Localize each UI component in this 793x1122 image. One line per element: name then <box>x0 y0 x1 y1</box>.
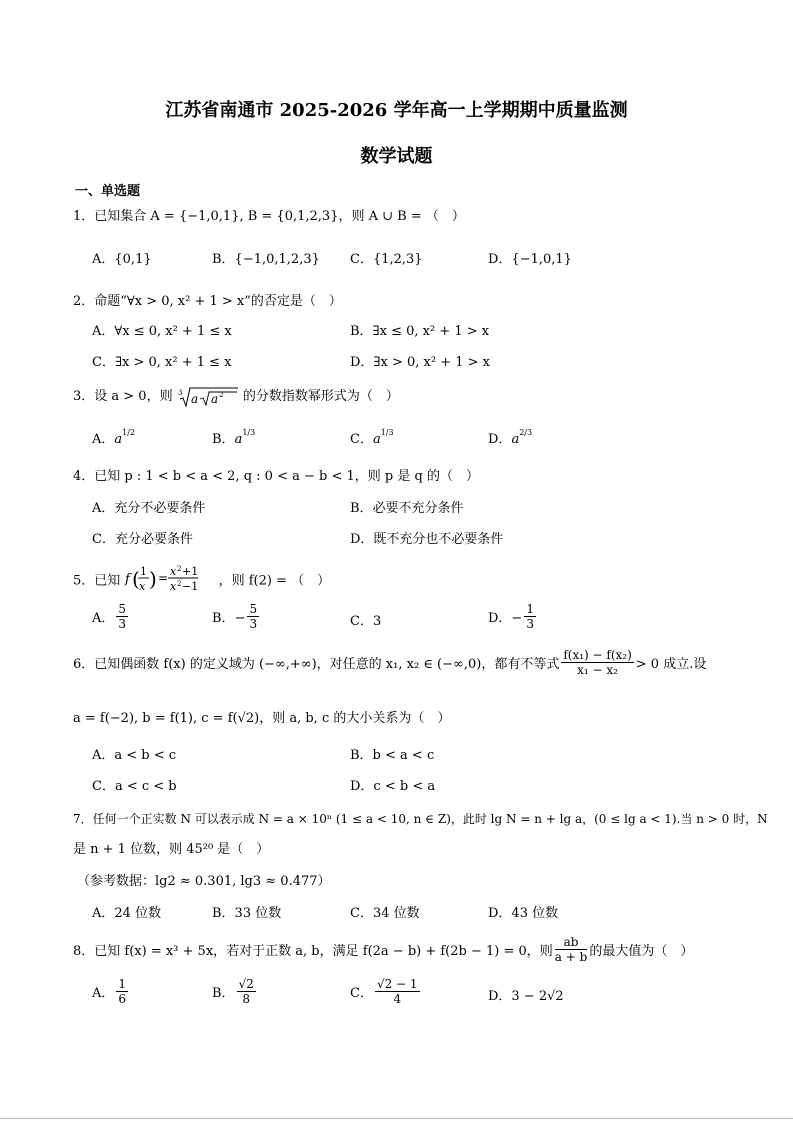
fraction-denominator: 3 <box>526 617 534 631</box>
q7-option-c: C．34 位数 <box>350 906 420 921</box>
q8-option-c-fraction <box>375 977 420 1006</box>
question-1-stem: 1．已知集合 A = {−1,0,1}, B = {0,1,2,3}，则 A ∪ B = （ ） <box>73 209 465 224</box>
q8-option-a: A． $\frac{1}{6}$ <box>92 977 127 1006</box>
svg-text:2: 2 <box>177 580 182 588</box>
fraction-numerator: 5 <box>118 602 127 616</box>
svg-text:3: 3 <box>177 388 183 397</box>
q1-option-b: B．{−1,0,1,2,3} <box>212 252 320 267</box>
q5-option-d: D．− $\frac{1}{3}$ <box>488 602 534 631</box>
q3-option-c: C．$a^{1/3}$ <box>350 428 394 447</box>
q3-suffix: 的分数指数幂形式为（ ） <box>242 389 399 404</box>
question-7-line-1: 7．任何一个正实数 N 可以表示成 N = a × 10ⁿ (1 ≤ a < 10, n ∈ Z)，此时 lg N = n + lg a，(0 ≤ lg a < 1).当 n > 0 时，N <box>73 812 768 826</box>
q8-option-b: B． $\frac{√2}{8}$ <box>212 977 254 1006</box>
svg-text:a: a <box>210 391 218 406</box>
question-6-line-1: 6．已知偶函数 f(x) 的定义域为 (−∞,+∞)，对任意的 x₁, x₂ ∈ (−∞,0)，都有不等式 $\frac{\text{f(x₁) − f(x₂)}}{\text{x₁ − x₂}}$ > 0 成立.设 <box>73 648 707 677</box>
svg-text:x: x <box>170 565 177 578</box>
svg-text:x: x <box>139 580 146 593</box>
q5-option-d-fraction <box>524 602 536 631</box>
svg-text:(: ( <box>132 567 141 591</box>
q4-option-b: B．必要不充分条件 <box>350 501 464 516</box>
svg-text:=: = <box>158 571 169 585</box>
fraction-denominator: 3 <box>249 617 258 631</box>
q8-option-a-fraction <box>116 977 128 1006</box>
q2-option-d: D．∃x > 0, x² + 1 > x <box>350 355 490 370</box>
svg-text:2: 2 <box>218 390 224 399</box>
q8-option-c: C． $\frac{√2 - 1}{4}$ <box>350 977 418 1006</box>
question-5-stem <box>73 563 330 599</box>
fraction-numerator: 1 <box>118 977 127 991</box>
svg-text:): ) <box>149 567 158 591</box>
q3-prefix: 3．设 a > 0，则 <box>73 389 173 404</box>
question-2-stem: 2．命题“∀x > 0, x² + 1 > x”的否定是（ ） <box>73 294 342 309</box>
section-heading: 一、单选题 <box>75 184 141 199</box>
svg-text:2: 2 <box>177 565 182 573</box>
q5-option-b-fraction <box>247 602 259 631</box>
q2-option-c: C．∃x > 0, x² + 1 ≤ x <box>92 355 232 370</box>
q6-option-b: B．b < a < c <box>350 748 435 763</box>
q5-option-c: C．3 <box>350 614 382 629</box>
q5-option-a-fraction <box>116 602 128 631</box>
exam-title: 江苏省南通市 2025-2026 学年高一上学期期中质量监测 <box>165 100 628 121</box>
q6-inequality-fraction: $\frac{\text{f(x₁) − f(x₂)}}{\text{x₁ − x₂}}$ <box>563 648 632 677</box>
q4-option-d: D．既不充分也不必要条件 <box>350 532 504 547</box>
svg-text:+1: +1 <box>182 565 199 578</box>
q3-option-b: B．$a^{1/3}$ <box>212 428 256 447</box>
question-6-line-2: a = f(−2), b = f(1), c = f(√2)，则 a, b, c 的大小关系为（ ） <box>73 711 451 726</box>
q4-option-a: A．充分不必要条件 <box>92 501 206 516</box>
q3-option-a: A．$a^{1/2}$ <box>92 428 136 447</box>
q5-option-a: A． $\frac{5}{3}$ <box>92 602 127 631</box>
radical-icon <box>177 386 239 408</box>
question-8-stem: 8．已知 f(x) = x³ + 5x，若对于正数 a, b，满足 f(2a − b) + f(2b − 1) = 0，则 $\frac{ab}{a + b}$ 的最大值为（ ） <box>73 935 694 964</box>
q5-option-b: B．− $\frac{5}{3}$ <box>212 602 258 631</box>
q1-option-d: D．{−1,0,1} <box>488 252 572 267</box>
q3-option-d: D．$a^{2/3}$ <box>488 428 533 447</box>
exam-subtitle: 数学试题 <box>360 146 433 167</box>
q8-option-b-fraction <box>237 977 256 1006</box>
q5-formula-icon <box>124 563 214 595</box>
q7-option-b: B．33 位数 <box>212 906 282 921</box>
q5-suffix: ，则 f(2) = （ ） <box>218 573 331 589</box>
svg-text:f: f <box>125 572 131 587</box>
q7-option-d: D．43 位数 <box>488 906 559 921</box>
svg-text:−1: −1 <box>182 580 199 593</box>
q2-option-b: B．∃x ≤ 0, x² + 1 > x <box>350 324 490 339</box>
fraction-denominator: 8 <box>242 992 251 1006</box>
q5-prefix: 5．已知 <box>73 573 121 589</box>
q1-option-a: A．{0,1} <box>92 252 152 267</box>
fraction-denominator: 4 <box>393 992 402 1006</box>
fraction-denominator: 6 <box>118 992 127 1006</box>
fraction-numerator: √2 <box>238 977 254 991</box>
svg-text:x: x <box>170 580 177 593</box>
question-7-line-2: 是 n + 1 位数，则 45²⁰ 是（ ） <box>73 842 270 857</box>
fraction-denominator: 3 <box>118 617 127 631</box>
q6-option-a: A．a < b < c <box>92 748 177 763</box>
q7-option-a: A．24 位数 <box>92 906 162 921</box>
question-4-stem: 4．已知 p : 1 < b < a < 2, q : 0 < a − b < 1，则 p 是 q 的（ ） <box>73 469 479 484</box>
q6-option-d: D．c < b < a <box>350 779 436 794</box>
fraction-numerator: √2 − 1 <box>376 977 418 991</box>
svg-text:1: 1 <box>140 565 148 578</box>
q6-option-c: C．a < c < b <box>92 779 177 794</box>
q2-option-a: A．∀x ≤ 0, x² + 1 ≤ x <box>92 324 232 339</box>
question-7-reference: （参考数据：lg2 ≈ 0.301, lg3 ≈ 0.477） <box>77 874 331 889</box>
page-bottom-divider <box>0 1118 793 1119</box>
q8-fraction: $\frac{ab}{a + b}$ <box>554 935 588 964</box>
q8-option-d: D．3 − 2√2 <box>488 989 564 1004</box>
fraction-numerator: 1 <box>526 602 534 616</box>
q4-option-c: C．充分必要条件 <box>92 532 193 547</box>
question-3-stem <box>73 385 399 408</box>
q3-radical-expression <box>177 386 239 408</box>
q1-option-c: C．{1,2,3} <box>350 252 423 267</box>
svg-text:a: a <box>190 391 198 406</box>
q5-function-definition <box>124 563 214 599</box>
fraction-numerator: 5 <box>249 602 258 616</box>
